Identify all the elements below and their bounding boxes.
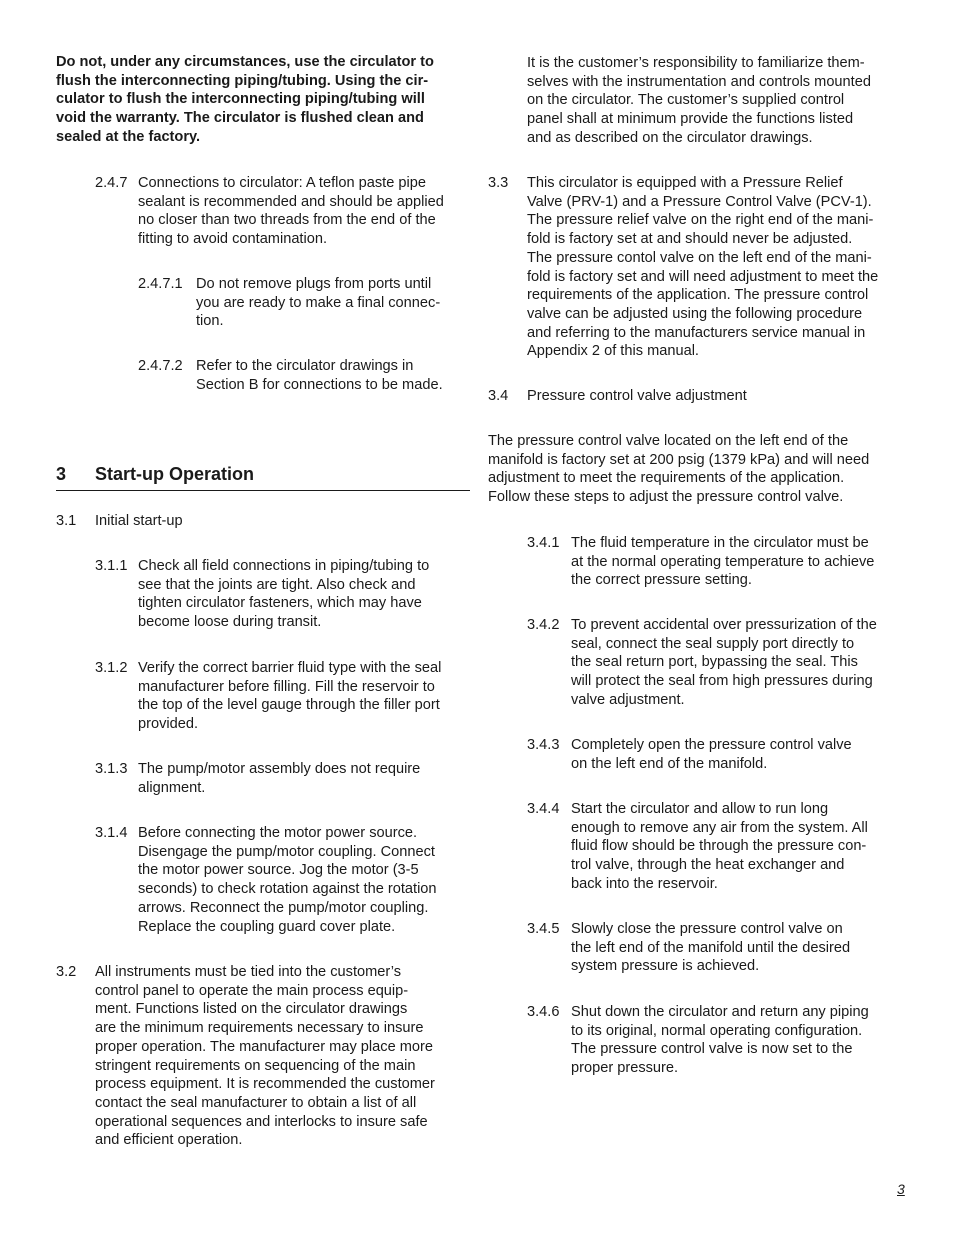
- section-3-3-text: This circulator is equipped with a Pressure Relief Valve (PRV-1) and a Pressure Control Valve (PCV-1). The pressure relief valve on the right end of the mani- fold is factory set at and should never be adjusted. The pressure contol valve on the left end of the mani- fold is factory set and will need adjustment to meet the requirements of the application. The pressure control valve can be adjusted using the following procedure and referring to the manufacturers service manual in Appendix 2 of this manual.: [527, 175, 879, 360]
- section-3-1-1-text: Check all field connections in piping/tubing to see that the joints are tight. Also check and tighten circulator fasteners, which may have become loose during transit.: [138, 558, 430, 631]
- section-3-2-text: All instruments must be tied into the customer’s control panel to operate the main process equip- ment. Functions listed on the circulator drawings are the minimum requirements necessary to insure proper operation. The manufacturer may place more stringent requirements on sequencing of the main process equipment. It is recommended the customer contact the seal manufacturer to obtain a list of all operational sequences and interlocks to insure safe and efficient operation.: [95, 964, 435, 1149]
- section-number-3-1-4: 3.1.4: [95, 825, 128, 841]
- section-3-4-1-text: The fluid temperature in the circulator must be at the normal operating temperature to achieve the correct pressure setting.: [571, 535, 875, 589]
- section-number-3-4-1: 3.4.1: [527, 535, 560, 551]
- section-3-2-continued: It is the customer’s responsibility to familiarize them- selves with the instrumentation and controls mounted on the circulator. The customer’s supplied control panel shall at minimum provide the functions listed and as described on the circulator drawings.: [527, 55, 871, 146]
- section-number-2-4-7-1: 2.4.7.1: [138, 276, 183, 292]
- section-2-4-7-2-text: Refer to the circulator drawings in Section B for connections to be made.: [196, 358, 443, 393]
- section-3-1-4-text: Before connecting the motor power source. Disengage the pump/motor coupling. Connect the motor power source. Jog the motor (3-5 seconds) to check rotation against the rotation arrows. Reconnect the pump/motor coupling. Replace the coupling guard cover plate.: [138, 825, 437, 935]
- section-3-4-6-text: Shut down the circulator and return any piping to its original, normal operating configuration. The pressure control valve is now set to the proper pressure.: [571, 1004, 869, 1077]
- section-number-3-3: 3.3: [488, 175, 509, 191]
- section-number-3-4-4: 3.4.4: [527, 801, 560, 817]
- section-number-3-1-3: 3.1.3: [95, 761, 128, 777]
- section-number-3-4-5: 3.4.5: [527, 921, 560, 937]
- section-number-3-1: 3.1: [56, 513, 77, 529]
- section-number-3-4-3: 3.4.3: [527, 737, 560, 753]
- section-2-4-7-text: Connections to circulator: A teflon paste pipe sealant is recommended and should be applied no closer than two threads from the end of the fitting to avoid contamination.: [138, 175, 444, 248]
- section-number-2-4-7-2: 2.4.7.2: [138, 358, 183, 374]
- section-number-3-4-2: 3.4.2: [527, 617, 560, 633]
- section-3-4-5-text: Slowly close the pressure control valve on the left end of the manifold until the desired system pressure is achieved.: [571, 921, 851, 975]
- section-number-2-4-7: 2.4.7: [95, 175, 128, 191]
- page-number: 3: [897, 1181, 905, 1197]
- section-3-title: Start-up Operation: [95, 464, 255, 484]
- section-3-4-2-text: To prevent accidental over pressurization of the seal, connect the seal supply port directly to the seal return port, bypassing the seal. This will protect the seal from high pressures during valve adjustment.: [571, 617, 877, 708]
- section-3-1-3-text: The pump/motor assembly does not require alignment.: [138, 761, 421, 796]
- section-3-number: 3: [56, 464, 67, 484]
- section-number-3-2: 3.2: [56, 964, 77, 980]
- section-number-3-4: 3.4: [488, 388, 509, 404]
- section-3-1-text: Initial start-up: [95, 513, 183, 529]
- section-3-4-intro: The pressure control valve located on the left end of the manifold is factory set at 200 psig (1379 kPa) and will need adjustment to meet the requirements of the application. Follow these steps to adjust the pressure control valve.: [488, 433, 870, 506]
- section-number-3-4-6: 3.4.6: [527, 1004, 560, 1020]
- section-number-3-1-2: 3.1.2: [95, 660, 128, 676]
- section-divider: [56, 490, 470, 491]
- section-3-1-2-text: Verify the correct barrier fluid type with the seal manufacturer before filling. Fill the reservoir to the top of the level gauge through the filler port provided.: [138, 660, 442, 733]
- section-3-4-text: Pressure control valve adjustment: [527, 388, 747, 404]
- warning-paragraph: Do not, under any circumstances, use the circulator to flush the interconnecting piping/tubing. Using the cir- culator to flush the interconnecting piping/tubing will void the warranty. The circulator is flushed clean and sealed at the factory.: [56, 54, 434, 145]
- section-3-4-4-text: Start the circulator and allow to run long enough to remove any air from the system. All fluid flow should be through the pressure con- trol valve, through the heat exchanger and back into the reservoir.: [571, 801, 868, 892]
- section-number-3-1-1: 3.1.1: [95, 558, 128, 574]
- section-2-4-7-1-text: Do not remove plugs from ports until you are ready to make a final connec- tion.: [196, 276, 441, 330]
- section-3-4-3-text: Completely open the pressure control valve on the left end of the manifold.: [571, 737, 852, 772]
